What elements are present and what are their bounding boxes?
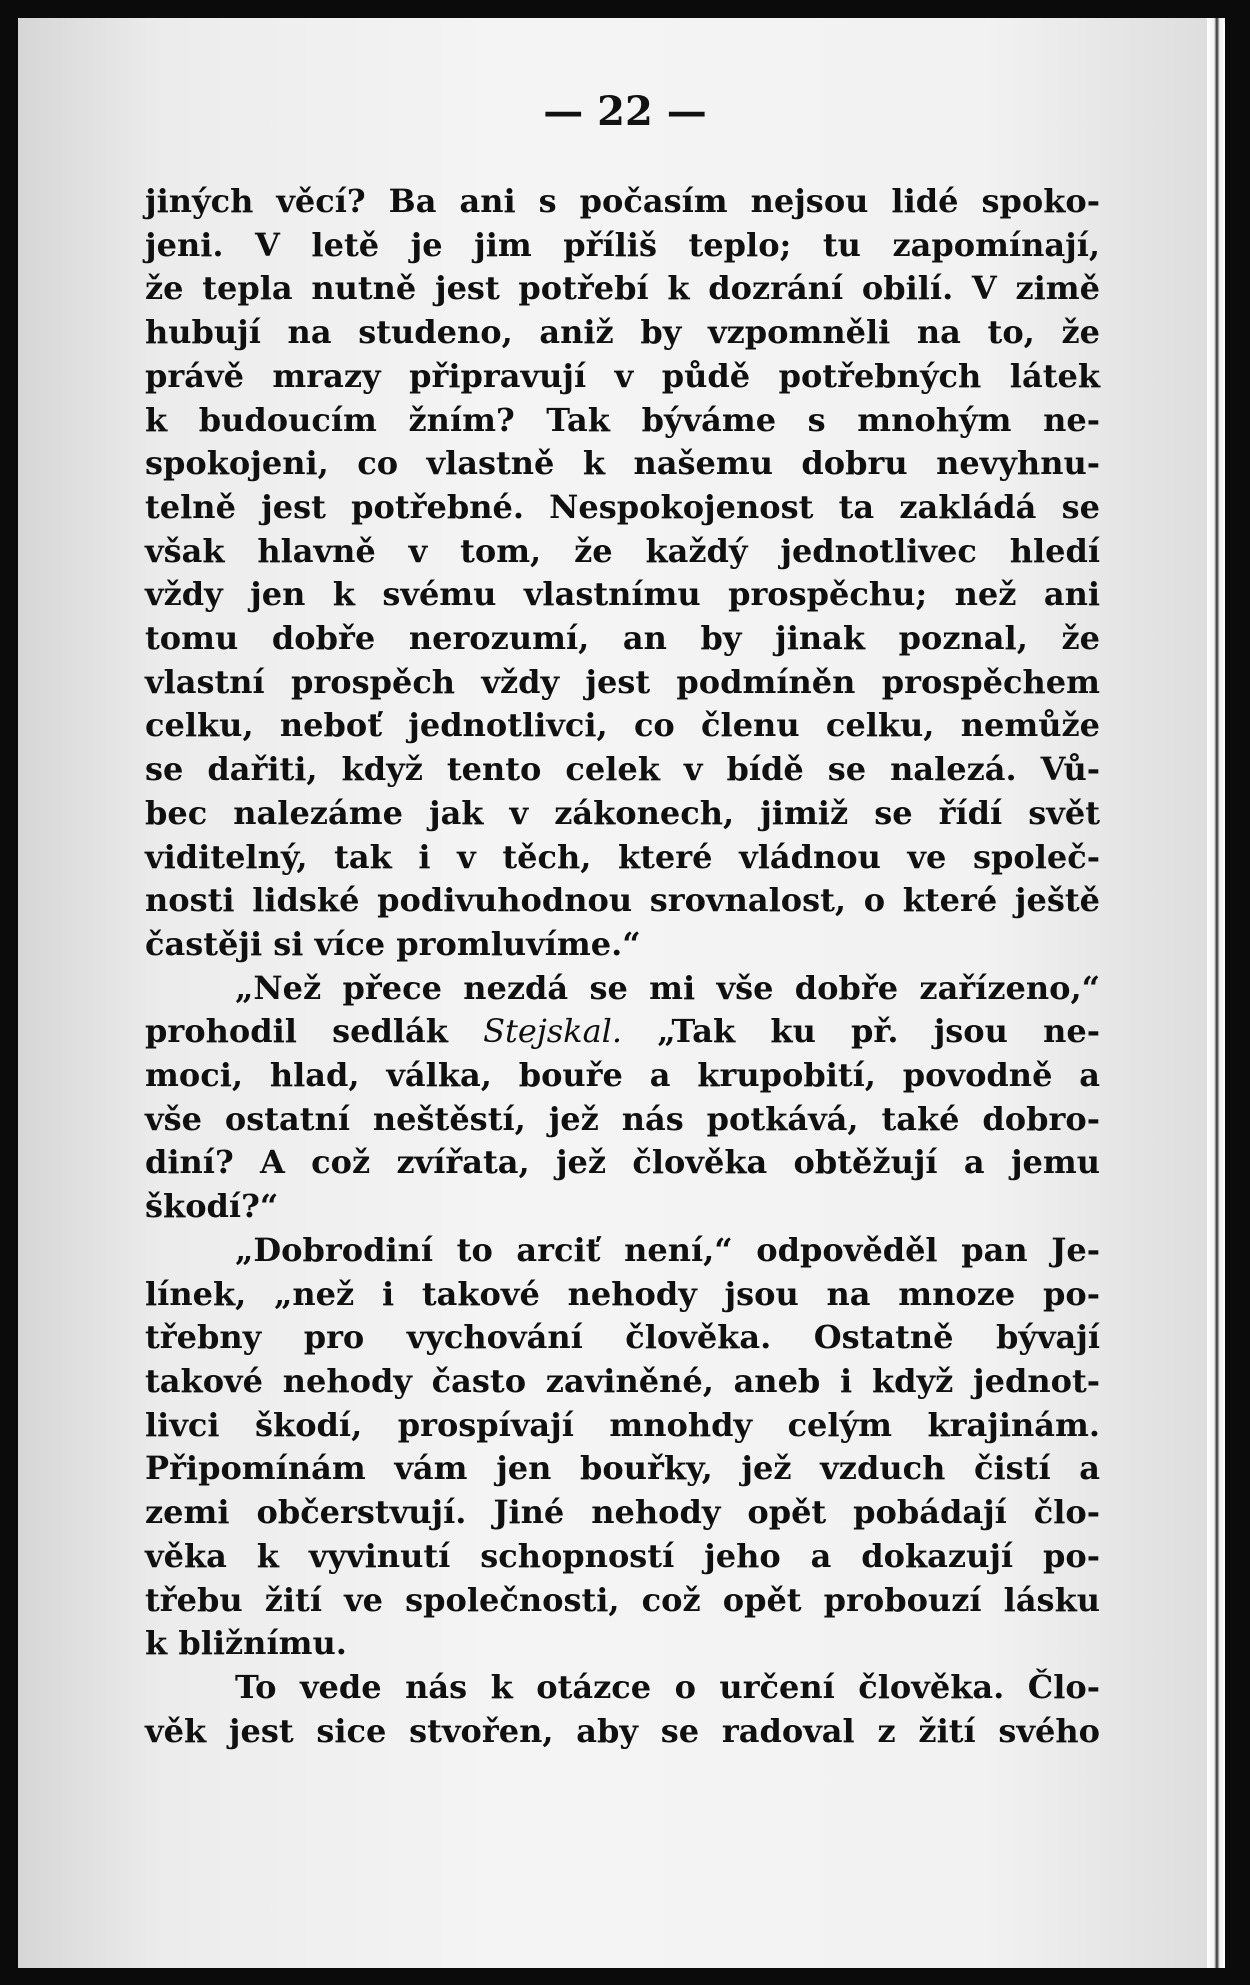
text-line: línek, „než i takové nehody jsou na mnoze po- bbox=[145, 1274, 1100, 1313]
text-fragment: „Tak ku př. jsou ne- bbox=[622, 1012, 1101, 1051]
text-line: škodí?“ bbox=[145, 1187, 279, 1226]
text-line: takové nehody často zaviněné, aneb i když jednot- bbox=[145, 1361, 1100, 1400]
text-fragment: prohodil sedlák bbox=[145, 1012, 484, 1051]
text-line: vlastní prospěch vždy jest podmíněn prospěchem bbox=[145, 662, 1100, 701]
text-line: viditelný, tak i v těch, které vládnou ve společ- bbox=[145, 837, 1100, 876]
text-line: však hlavně v tom, že každý jednotlivec hledí bbox=[145, 531, 1100, 570]
italic-name: Stejskal. bbox=[483, 1012, 623, 1051]
text-line: právě mrazy připravují v půdě potřebných látek bbox=[145, 356, 1100, 395]
text-line: k bližnímu. bbox=[145, 1624, 347, 1663]
text-line: vše ostatní neštěstí, jež nás potkává, také dobro- bbox=[145, 1099, 1100, 1138]
text-line: k budoucím žním? Tak býváme s mnohým ne- bbox=[145, 400, 1100, 439]
text-line: třebu žití ve společnosti, což opět probouzí lásku bbox=[145, 1580, 1100, 1619]
text-line: „Dobrodiní to arciť není,“ odpověděl pan Je- bbox=[235, 1230, 1100, 1269]
text-line: diní? A což zvířata, jež člověka obtěžují a jemu bbox=[145, 1143, 1100, 1182]
text-line: Připomínám vám jen bouřky, jež vzduch čistí a bbox=[145, 1449, 1100, 1488]
text-line: telně jest potřebné. Nespokojenost ta zakládá se bbox=[145, 487, 1100, 526]
text-line: celku, neboť jednotlivci, co členu celku, nemůže bbox=[145, 706, 1100, 745]
text-line: třebny pro vychování člověka. Ostatně bývají bbox=[145, 1318, 1100, 1357]
text-line: že tepla nutně jest potřebí k dozrání obilí. V zimě bbox=[145, 269, 1100, 308]
text-line: hubují na studeno, aniž by vzpomněli na to, že bbox=[145, 313, 1100, 352]
text-line: livci škodí, prospívají mnohdy celým krajinám. bbox=[145, 1405, 1100, 1444]
text-line: To vede nás k otázce o určení člověka. Člo- bbox=[235, 1667, 1100, 1706]
text-line: tomu dobře nerozumí, an by jinak poznal, že bbox=[145, 619, 1100, 658]
text-line: spokojeni, co vlastně k našemu dobru nevyhnu- bbox=[145, 444, 1100, 483]
text-line: nosti lidské podivuhodnou srovnalost, o které ještě bbox=[145, 881, 1100, 920]
text-line: jiných věcí? Ba ani s počasím nejsou lidé spoko- bbox=[145, 182, 1100, 220]
text-line: vždy jen k svému vlastnímu prospěchu; než ani bbox=[145, 575, 1100, 614]
text-line: zemi občerstvují. Jiné nehody opět pobádají člo- bbox=[145, 1493, 1100, 1532]
text-line: bec nalezáme jak v zákonech, jimiž se řídí svět bbox=[145, 793, 1100, 832]
text-line: jeni. V letě je jim příliš teplo; tu zapomínají, bbox=[145, 225, 1100, 264]
text-line-with-italic bbox=[145, 1010, 1100, 1054]
text-line: častěji si více promluvíme.“ bbox=[145, 924, 641, 963]
page-number: — 22 — bbox=[543, 88, 707, 135]
text-line: se dařiti, když tento celek v bídě se nalezá. Vů- bbox=[145, 750, 1100, 789]
body-text bbox=[145, 180, 1100, 1753]
text-line: moci, hlad, válka, bouře a krupobití, povodně a bbox=[145, 1056, 1100, 1095]
text-line: věka k vyvinutí schopností jeho a dokazují po- bbox=[145, 1536, 1100, 1575]
text-line: věk jest sice stvořen, aby se radoval z žití svého bbox=[145, 1711, 1100, 1750]
text-line: „Než přece nezdá se mi vše dobře zařízeno,“ bbox=[235, 968, 1100, 1007]
page-edge bbox=[1207, 18, 1225, 1968]
